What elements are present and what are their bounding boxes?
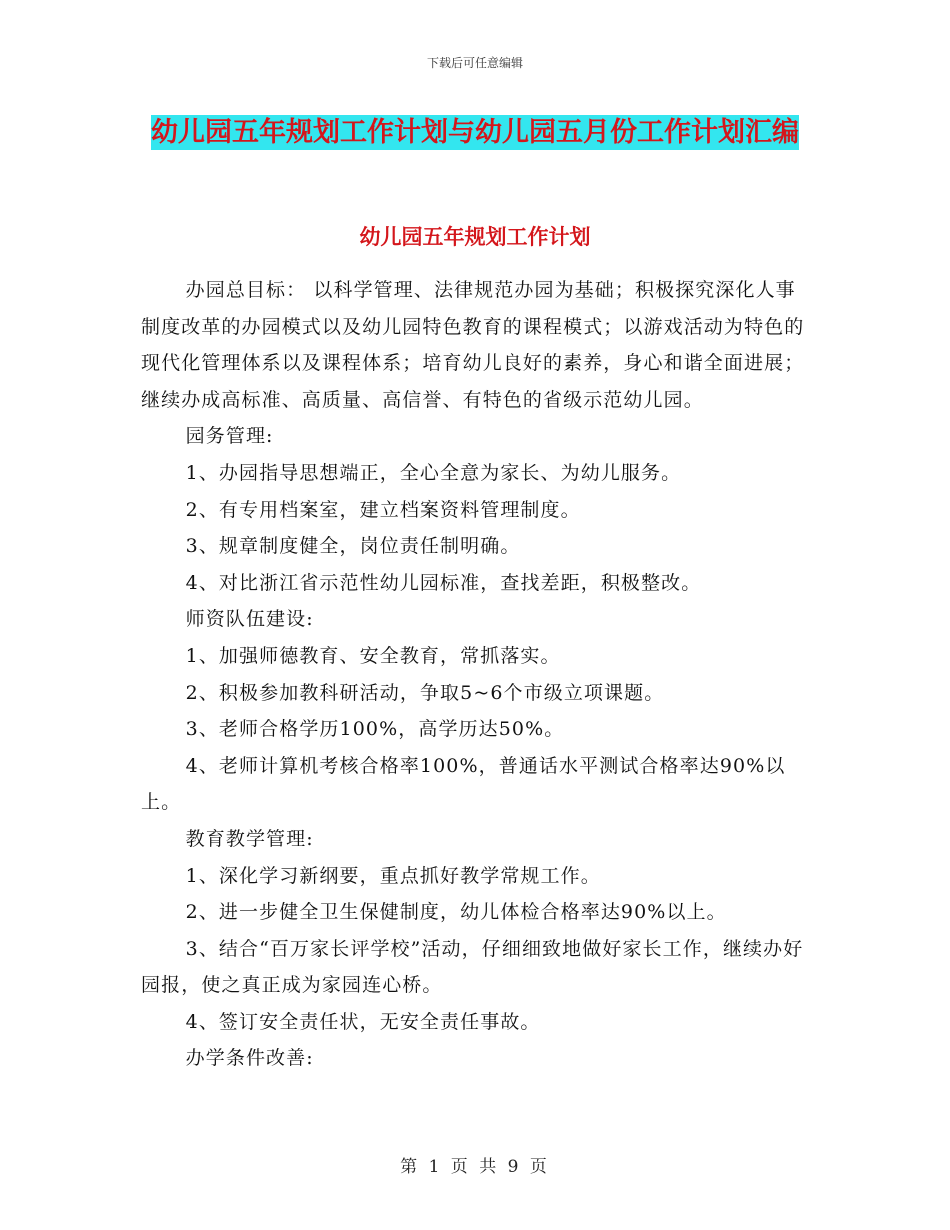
list-item: 2、有专用档案室，建立档案资料管理制度。 — [185, 498, 581, 521]
list-item: 1、办园指导思想端正，全心全意为家长、为幼儿服务。 — [185, 461, 682, 484]
heading-teaching-management: 教育教学管理: — [185, 827, 314, 850]
list-item: 4、签订安全责任状，无安全责任事故。 — [185, 1010, 541, 1033]
list-item: 1、深化学习新纲要，重点抓好教学常规工作。 — [185, 864, 601, 887]
heading-teacher-team: 师资队伍建设: — [185, 608, 314, 631]
list-item: 3、老师合格学历100%，高学历达50%。 — [185, 718, 565, 741]
list-item: 2、积极参加教科研活动，争取5~6个市级立项课题。 — [185, 681, 665, 704]
list-item: 4、老师计算机考核合格率100%，普通话水平测试合格率达90%以上。 — [141, 754, 786, 814]
list-item: 1、加强师德教育、安全教育，常抓落实。 — [185, 644, 561, 667]
document-body — [141, 272, 809, 1077]
list-item: 4、对比浙江省示范性幼儿园标准，查找差距，积极整改。 — [185, 571, 702, 594]
document-title-text: 幼儿园五年规划工作计划与幼儿园五月份工作计划汇编 — [151, 117, 799, 148]
list-item: 3、结合“百万家长评学校”活动，仔细细致地做好家长工作，继续办好园报，使之真正成为家园连心桥。 — [141, 937, 804, 997]
document-title — [140, 110, 810, 156]
section-title: 幼儿园五年规划工作计划 — [359, 225, 591, 249]
header-note: 下载后可任意编辑 — [426, 56, 523, 70]
heading-conditions: 办学条件改善: — [185, 1047, 314, 1070]
paragraph-goal: 办园总目标： 以科学管理、法律规范办园为基础；积极探究深化人事制度改革的办园模式以及幼儿园特色教育的课程模式；以游戏活动为特色的现代化管理体系以及课程体系；培育幼儿良好的素养，身心和谐全面进展；继续办成高标准、高质量、高信誉、有特色的省级示范幼儿园。 — [141, 279, 805, 411]
list-item: 3、规章制度健全，岗位责任制明确。 — [185, 535, 521, 558]
page-footer: 第 1 页 共 9 页 — [400, 1157, 550, 1177]
list-item: 2、进一步健全卫生保健制度，幼儿体检合格率达90%以上。 — [185, 901, 727, 924]
heading-garden-management: 园务管理: — [185, 425, 274, 448]
